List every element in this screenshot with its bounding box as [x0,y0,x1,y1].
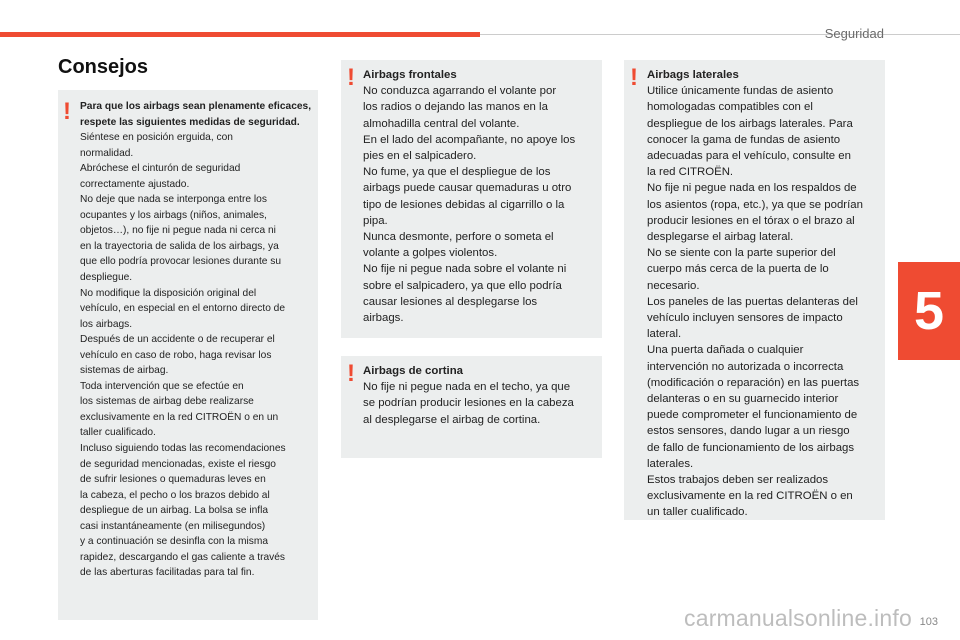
text-line: ocupantes y los airbags (niños, animales, [80,209,267,221]
text-line: un taller cualificado. [647,506,748,519]
text-line: adecuadas para el vehículo, consulte en [647,150,851,163]
text-line: delanteras o en su guarnecido interior [647,393,839,406]
text-line: Utilice únicamente fundas de asiento [647,85,834,98]
text-line: No conduzca agarrando el volante por [363,85,557,98]
text-line: No modifique la disposición original del [80,287,257,299]
text-line: No fume, ya que el despliegue de los [363,166,551,179]
text-line: Toda intervención que se efectúe en [80,380,244,392]
text-line: En el lado del acompañante, no apoye los [363,133,576,146]
text-line: No se siente con la parte superior del [647,247,836,260]
warning-icon: ! [630,64,638,91]
text-line: Siéntese en posición erguida, con [80,132,233,144]
box-title: Airbags laterales [647,69,739,81]
text-line: airbags. [363,312,404,325]
box-body [80,130,314,581]
text-line: al desplegarse el airbag de cortina. [363,413,541,426]
text-line: cuerpo más cerca de la puerta de lo [647,263,829,276]
text-line: se podrían producir lesiones en la cabeza [363,397,574,410]
header-rule [480,34,960,35]
box-title: Para que los airbags sean plenamente eficaces, respete las siguientes medidas de seguridad. [80,101,312,128]
front-airbags-box [341,60,602,338]
text-line: sobre el salpicadero, ya que ello podría [363,279,562,292]
text-line: Incluso siguiendo todas las recomendaciones [80,443,286,455]
text-line: No fije ni pegue nada en los respaldos de [647,182,857,195]
text-line: los radios o dejando las manos en la [363,101,548,114]
text-line: rapidez, descargando el gas caliente a través [80,551,286,563]
text-line: los sistemas de airbag debe realizarse [80,396,254,408]
text-line: No fije ni pegue nada en el techo, ya que [363,381,571,394]
text-line: los asientos (ropa, etc.), ya que se podrían [647,198,863,211]
text-line: No deje que nada se interponga entre los [80,194,267,206]
text-line: vehículo incluyen sensores de impacto [647,312,843,325]
box-body [363,379,596,428]
text-line: conocer la gama de fundas de asiento [647,133,841,146]
text-line: Nunca desmonte, perfore o someta el [363,231,554,244]
text-line: Una puerta dañada o cualquier [647,344,804,357]
text-line: necesario. [647,279,700,292]
text-line: casi instantáneamente (en milisegundos) [80,520,266,532]
text-line: de fallo de funcionamiento de los airbags [647,441,855,454]
text-line: pies en el salpicadero. [363,150,477,163]
warning-icon: ! [63,98,71,125]
text-line: Estos trabajos deben ser realizados [647,474,829,487]
text-line: volante a golpes violentos. [363,247,498,260]
text-line: Abróchese el cinturón de seguridad [80,163,241,175]
text-line: Los paneles de las puertas delanteras del [647,295,858,308]
curtain-airbags-box [341,356,602,458]
text-line: producir lesiones en el tórax o el brazo al [647,214,855,227]
warning-icon: ! [347,360,355,387]
header-accent-bar [0,32,480,37]
text-line: tipo de lesiones debidas al cigarrillo o la [363,198,565,211]
page-number: 103 [919,616,938,628]
text-line: despliegue de un airbag. La bolsa se infla [80,505,269,517]
text-line: de seguridad mencionadas, existe el riesgo [80,458,276,470]
text-line: estos sensores, dando lugar a un riesgo [647,425,850,438]
text-line: de las aberturas facilitadas para tal fin. [80,567,255,579]
text-line: desplegarse el airbag lateral. [647,231,794,244]
text-line: pipa. [363,214,388,227]
box-title: Airbags de cortina [363,365,464,377]
section-title: Seguridad [824,26,884,41]
general-safety-box [58,90,318,620]
text-line: lateral. [647,328,682,341]
text-line: intervención no autorizada o incorrecta [647,360,844,373]
text-line: laterales. [647,457,694,470]
text-line: que ello podría provocar lesiones durante su [80,256,282,268]
text-line: en la trayectoria de salida de los airbags, ya [80,240,279,252]
text-line: los airbags. [80,318,133,330]
text-line: Después de un accidente o de recuperar el [80,334,275,346]
text-line: exclusivamente en la red CITROËN o en [647,490,853,503]
text-line: la red CITROËN. [647,166,734,179]
text-line: normalidad. [80,147,134,159]
text-line: despliegue de los airbags laterales. Para [647,117,853,130]
box-body [647,83,881,520]
box-title: Airbags frontales [363,69,457,81]
text-line: vehículo, en especial en el entorno directo de [80,303,286,315]
watermark: carmanualsonline.info [684,605,912,631]
text-line: homologadas compatibles con el [647,101,813,114]
chapter-tab: 5 [898,262,960,360]
warning-icon: ! [347,64,355,91]
text-line: sistemas de airbag. [80,365,169,377]
text-line: puede comprometer el funcionamiento de [647,409,858,422]
text-line: objetos…), no fije ni pegue nada ni cerca ni [80,225,276,237]
text-line: almohadilla central del volante. [363,117,520,130]
text-line: (modificación o reparación) en las puertas [647,376,860,389]
text-line: vehículo en caso de robo, haga revisar los [80,349,272,361]
text-line: taller cualificado. [80,427,156,439]
text-line: causar lesiones al desplegarse los [363,295,538,308]
box-body [363,83,596,326]
side-airbags-box [624,60,885,520]
text-line: de sufrir lesiones o quemaduras leves en [80,474,266,486]
text-line: la cabeza, el pecho o los brazos debido al [80,489,270,501]
text-line: exclusivamente en la red CITROËN o en un [80,411,279,423]
page-heading: Consejos [58,56,149,78]
text-line: correctamente ajustado. [80,178,190,190]
text-line: y a continuación se desinfla con la misma [80,536,269,548]
text-line: airbags puede causar quemaduras u otro [363,182,572,195]
text-line: No fije ni pegue nada sobre el volante ni [363,263,567,276]
text-line: despliegue. [80,272,133,284]
